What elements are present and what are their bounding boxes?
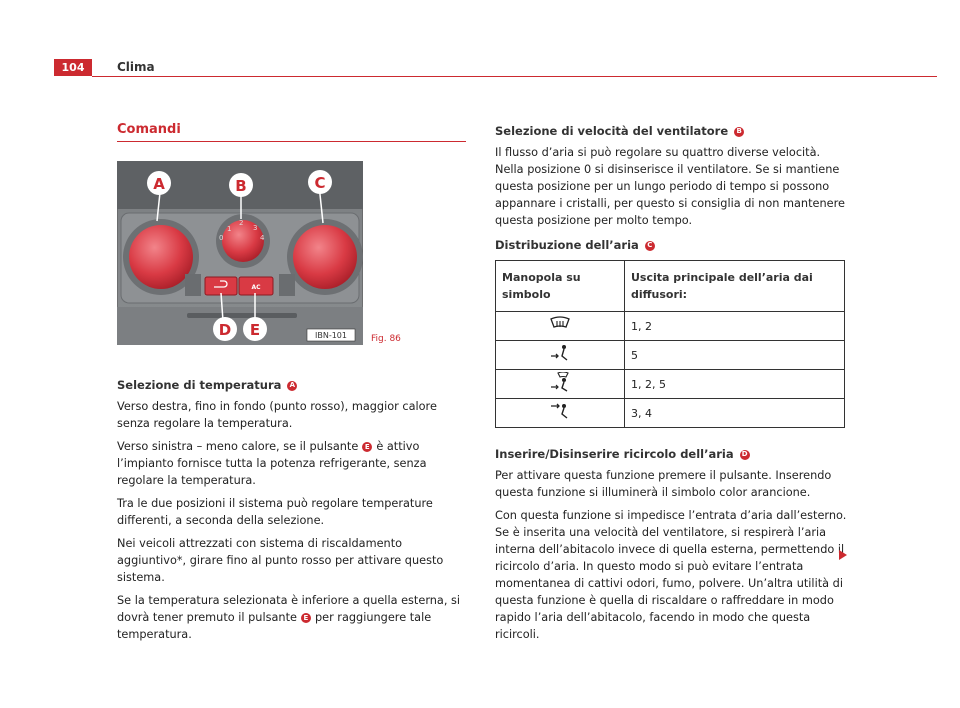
header-divider bbox=[92, 76, 937, 77]
recirculation-heading bbox=[495, 446, 847, 463]
badge-a: A bbox=[287, 381, 297, 391]
temperature-paragraph: Verso sinistra – meno calore, se il pulsante E è attivo l’impianto fornisce tutta la potenza refrigerante, senza regolare la temperatura. bbox=[117, 440, 427, 487]
recirculation-heading-text: Inserire/Disinserire ricircolo dell’aria bbox=[495, 447, 734, 461]
climate-panel-figure bbox=[117, 161, 363, 345]
airflow-face-icon bbox=[549, 402, 571, 420]
badge-e: E bbox=[301, 613, 311, 623]
temperature-paragraph: Tra le due posizioni il sistema può regolare temperature differenti, a seconda della selezione. bbox=[117, 497, 433, 527]
badge-d: D bbox=[740, 450, 750, 460]
fan-speed-paragraph: Il flusso d’aria si può regolare su quattro diverse velocità. Nella posizione 0 si disinserisce il ventilatore. Se si mantiene questa posizione per un lungo periodo di tempo si possono appannare i cristalli, per questo si consiglia di non mantenere questa posizione per molto tempo. bbox=[495, 146, 845, 227]
airflow-windshield-feet-icon bbox=[549, 372, 571, 392]
temperature-heading-text: Selezione di temperatura bbox=[117, 378, 282, 392]
recirculation-paragraph: Con questa funzione si impedisce l’entrata d’aria dall’esterno. Se è inserita una velocità del ventilatore, si respirerà l’aria interna dell’abitacolo invece di quella esterna, permettendo il ricircolo d’aria. In questo modo si può evitare l’entrata momentanea di cattivi odori, fumo, polvere. Un’altra utilità di questa funzione è quella di riscaldare o raffreddare in modo rapido l’aria dell’abitacolo, facendo in modo che questa ricircoli. bbox=[495, 509, 847, 641]
continue-arrow-icon bbox=[839, 550, 847, 560]
temperature-paragraph: Nei veicoli attrezzati con sistema di riscaldamento aggiuntivo*, girare fino al punto rosso per attivare questo sistema. bbox=[117, 537, 444, 584]
figure-caption: Fig. 86 bbox=[371, 334, 401, 344]
outlet-values: 1, 2 bbox=[625, 312, 845, 341]
figure-code: IBN-101 bbox=[315, 331, 347, 340]
figure-label-c: C bbox=[314, 174, 326, 192]
outlet-values: 5 bbox=[625, 341, 845, 370]
page-number: 104 bbox=[54, 59, 92, 76]
dial-number: 3 bbox=[253, 224, 258, 232]
air-distribution-table bbox=[495, 260, 845, 428]
figure-label-e: E bbox=[249, 321, 261, 339]
left-column bbox=[117, 377, 467, 649]
temperature-heading bbox=[117, 377, 467, 394]
fan-speed-heading bbox=[495, 123, 847, 140]
badge-c: C bbox=[645, 241, 655, 251]
temperature-paragraph: Verso destra, fino in fondo (punto rosso), maggior calore senza regolare la temperatura. bbox=[117, 400, 437, 430]
table-header-symbol: Manopola su simbolo bbox=[496, 261, 625, 312]
air-distribution-heading-text: Distribuzione dell’aria bbox=[495, 238, 639, 252]
fan-speed-heading-text: Selezione di velocità del ventilatore bbox=[495, 124, 729, 138]
dial-number: 4 bbox=[260, 234, 265, 242]
dial-number: 0 bbox=[219, 234, 224, 242]
table-row bbox=[496, 399, 845, 428]
dial-number: 2 bbox=[239, 219, 244, 227]
table-row bbox=[496, 341, 845, 370]
chapter-title: Clima bbox=[117, 60, 155, 74]
table-header-outlet: Uscita principale dell’aria dai diffusori: bbox=[625, 261, 845, 312]
right-column bbox=[495, 123, 847, 649]
outlet-values: 3, 4 bbox=[625, 399, 845, 428]
badge-e: E bbox=[362, 442, 372, 452]
section-title: Comandi bbox=[117, 122, 181, 137]
badge-b: B bbox=[734, 127, 744, 137]
figure-label-b: B bbox=[235, 177, 247, 195]
windshield-defrost-icon bbox=[549, 316, 571, 332]
air-distribution-heading bbox=[495, 237, 847, 254]
temperature-paragraph: Se la temperatura selezionata è inferiore a quella esterna, si dovrà tener premuto il pulsante E per raggiungere tale temperatura. bbox=[117, 594, 461, 641]
section-divider bbox=[117, 141, 466, 142]
table-header-row bbox=[496, 261, 845, 312]
table-row bbox=[496, 312, 845, 341]
recirculation-paragraph: Per attivare questa funzione premere il pulsante. Inserendo questa funzione si illuminerà il simbolo color arancione. bbox=[495, 469, 832, 499]
figure-label-d: D bbox=[218, 321, 232, 339]
outlet-values: 1, 2, 5 bbox=[625, 370, 845, 399]
figure-label-a: A bbox=[153, 175, 165, 193]
ac-button-label: AC bbox=[251, 284, 261, 291]
table-row bbox=[496, 370, 845, 399]
airflow-feet-icon bbox=[549, 344, 571, 362]
dial-number: 1 bbox=[227, 225, 232, 233]
